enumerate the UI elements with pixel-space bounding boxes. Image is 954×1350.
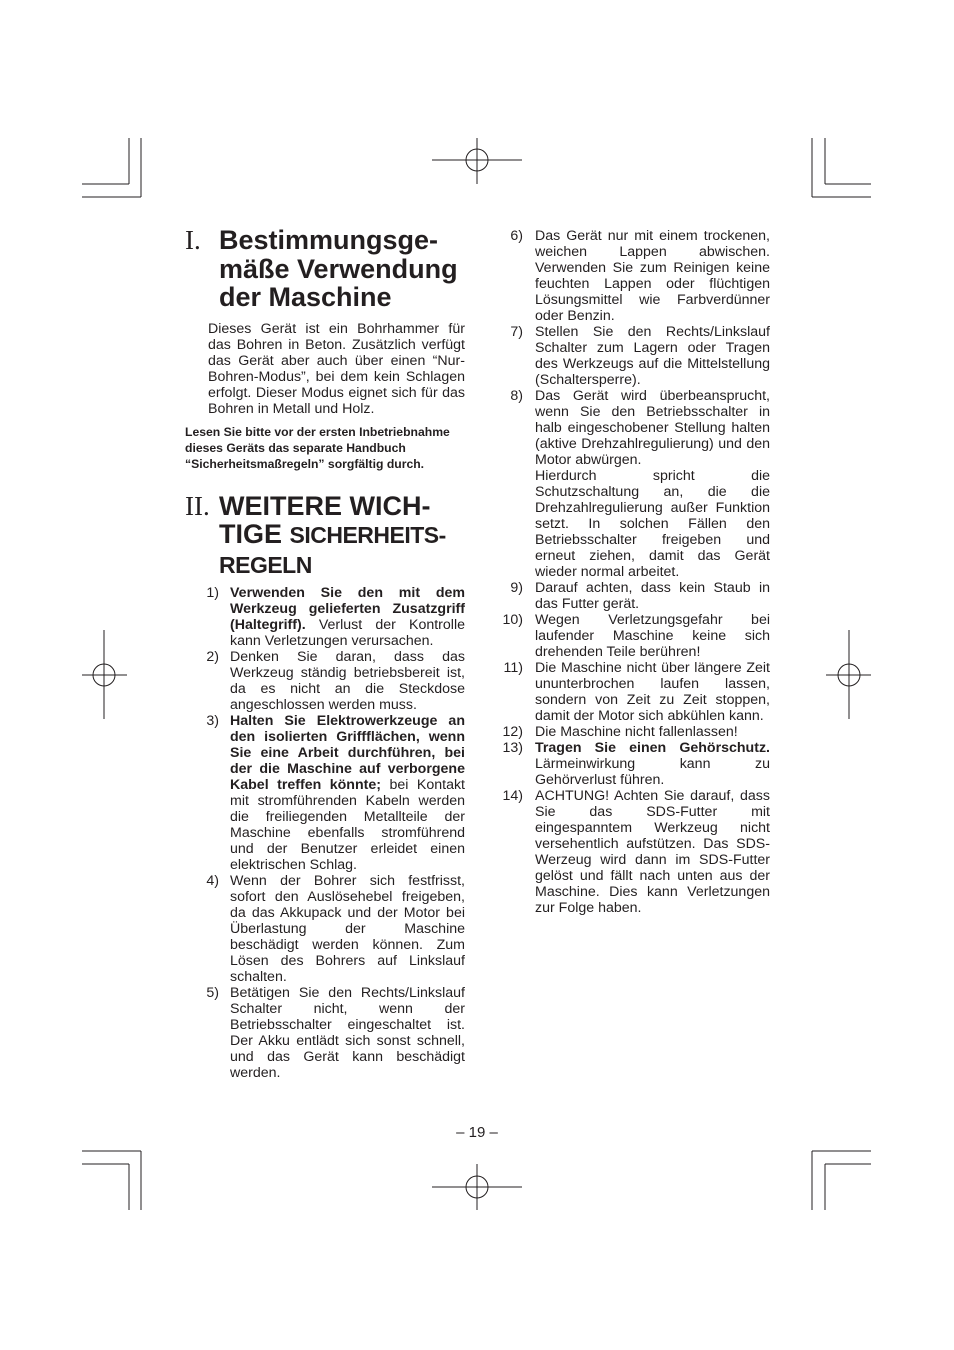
item-number: 2)	[206, 649, 219, 665]
section-2-numeral: II.	[185, 490, 210, 521]
item-number: 7)	[510, 324, 523, 340]
list-item	[498, 660, 770, 724]
list-item	[498, 388, 770, 580]
section-2-title-line-2b: SICHERHEITS-	[289, 522, 446, 548]
section-1-heading	[185, 226, 465, 312]
section-2-title-line-1: WEITERE WICH-	[219, 490, 431, 521]
item-bold-text: Halten Sie Elektrowerkzeuge an den isolierten Griffflächen, wenn Sie eine Arbeit durchführen, bei der die Maschine auf verborgene Kabel treffen könnte;	[230, 713, 465, 793]
item-text: Das Gerät wird überbeansprucht, wenn Sie den Betriebsschalter in halb eingeschobener Stellung halten (aktive Drehzahlregulierung) und den Motor abwürgen.	[535, 388, 770, 468]
item-number: 5)	[206, 985, 219, 1001]
item-number: 4)	[206, 873, 219, 889]
item-bold-text: Tragen Sie einen Gehörschutz.	[535, 740, 770, 756]
item-number: 1)	[206, 585, 219, 601]
item-number: 13)	[502, 740, 523, 756]
item-text: Verlust der Kontrolle kann Verletzungen verursachen.	[230, 617, 465, 649]
registration-target-bottom	[432, 1164, 522, 1210]
item-number: 9)	[510, 580, 523, 596]
item-text-continued: Hierdurch spricht die Schutzschaltung an, die die Drehzahlregulierung außer Funktion setzt. In solchen Fällen den Betriebsschalter freigeben und erneut ziehen, damit das Gerät wieder normal arbeitet.	[535, 468, 770, 580]
list-item	[185, 873, 465, 985]
item-text: Das Gerät nur mit einem trockenen, weichen Lappen abwischen. Verwenden Sie zum Reinigen keine feuchten Lappen oder flüchtigen Lösungsmittel wie Farbverdünner oder Benzin.	[535, 228, 770, 324]
registration-target-left	[82, 630, 127, 719]
item-text: Die Maschine nicht über längere Zeit ununterbrochen laufen lassen, sondern von Zeit zu Zeit stoppen, damit der Motor sich abkühlen kann.	[535, 660, 770, 724]
item-number: 12)	[502, 724, 523, 740]
item-number: 10)	[502, 612, 523, 628]
section-2-heading	[185, 492, 465, 580]
item-text: Lärmeinwirkung kann zu Gehörverlust führen.	[535, 756, 770, 788]
item-number: 14)	[502, 788, 523, 804]
safety-manual-note: Lesen Sie bitte vor der ersten Inbetriebnahme dieses Geräts das separate Handbuch “Sicherheitsmaßregeln” sorgfältig durch.	[185, 424, 450, 471]
list-item	[498, 580, 770, 612]
item-number: 6)	[510, 228, 523, 244]
item-text: Wegen Verletzungsgefahr bei laufender Maschine keine sich drehenden Teile berühren!	[535, 612, 770, 660]
item-text: Denken Sie daran, dass das Werkzeug ständig betriebsbereit ist, da es nicht an die Steckdose angeschlossen werden muss.	[230, 649, 465, 713]
safety-rules-list-right	[498, 228, 770, 916]
page-number: – 19 –	[456, 1124, 498, 1141]
item-text: Darauf achten, dass kein Staub in das Futter gerät.	[535, 580, 770, 612]
item-text: Stellen Sie den Rechts/Linkslauf Schalter zum Lagern oder Tragen des Werkzeugs auf die Mittelstellung (Schaltersperre).	[535, 324, 770, 388]
section-1-title-line-2: mäße Verwendung	[219, 253, 458, 284]
section-1-title-line-3: der Maschine	[219, 282, 392, 312]
item-text: Die Maschine nicht fallenlassen!	[535, 724, 738, 740]
item-text: Wenn der Bohrer sich festfrisst, sofort den Auslösehebel freigeben, da das Akkupack und der Motor bei Überlastung der Maschine beschädigt werden können. Zum Lösen des Bohrers auf Linkslauf schalten.	[230, 873, 465, 985]
registration-target-right	[826, 630, 871, 719]
section-2-title-line-2a: TIGE	[219, 519, 290, 549]
list-item	[185, 649, 465, 713]
list-item	[498, 724, 770, 740]
list-item	[498, 228, 770, 324]
section-1-numeral: I.	[185, 225, 201, 255]
list-item	[185, 585, 465, 649]
section-1-title-line-1: Bestimmungsge-	[219, 225, 439, 255]
list-item	[498, 324, 770, 388]
safety-rules-list-left	[185, 585, 465, 1081]
list-item	[498, 788, 770, 916]
item-number: 3)	[206, 713, 219, 729]
section-2-title-line-3: REGELN	[219, 551, 312, 578]
list-item	[498, 740, 770, 788]
item-text: bei Kontakt mit stromführenden Kabeln werden die freiliegenden Metallteile der Maschine ebenfalls stromführend und der Benutzer erleidet einen elektrischen Schlag.	[230, 777, 465, 873]
item-number: 8)	[510, 388, 523, 404]
item-number: 11)	[503, 660, 523, 676]
list-item	[185, 713, 465, 873]
item-bold-text: Verwenden Sie den mit dem Werkzeug gelieferten Zusatzgriff (Haltegriff).	[230, 585, 465, 633]
registration-target-top	[432, 138, 522, 184]
list-item	[185, 985, 465, 1081]
item-text: Betätigen Sie den Rechts/Linkslauf Schalter nicht, wenn der Betriebsschalter eingeschaltet ist. Der Akku entlädt sich sonst schnell, und das Gerät kann beschädigt werden.	[230, 985, 465, 1081]
section-1-intro: Dieses Gerät ist ein Bohrhammer für das Bohren in Beton. Zusätzlich verfügt das Gerät aber auch über einen “Nur-Bohren-Modus”, bei dem kein Schlagen erfolgt. Dieser Modus eignet sich für das Bohren in Metall und Holz.	[208, 320, 465, 417]
item-text: ACHTUNG! Achten Sie darauf, dass Sie das SDS-Futter mit eingespanntem Werkzeug nicht versehentlich aufstützen. Das SDS-Werzeug wird dann im SDS-Futter gelöst und fällt nach unten aus der Maschine. Dies kann Verletzungen zur Folge haben.	[535, 788, 770, 916]
list-item	[498, 612, 770, 660]
left-column	[185, 226, 465, 1081]
right-column	[498, 228, 770, 916]
